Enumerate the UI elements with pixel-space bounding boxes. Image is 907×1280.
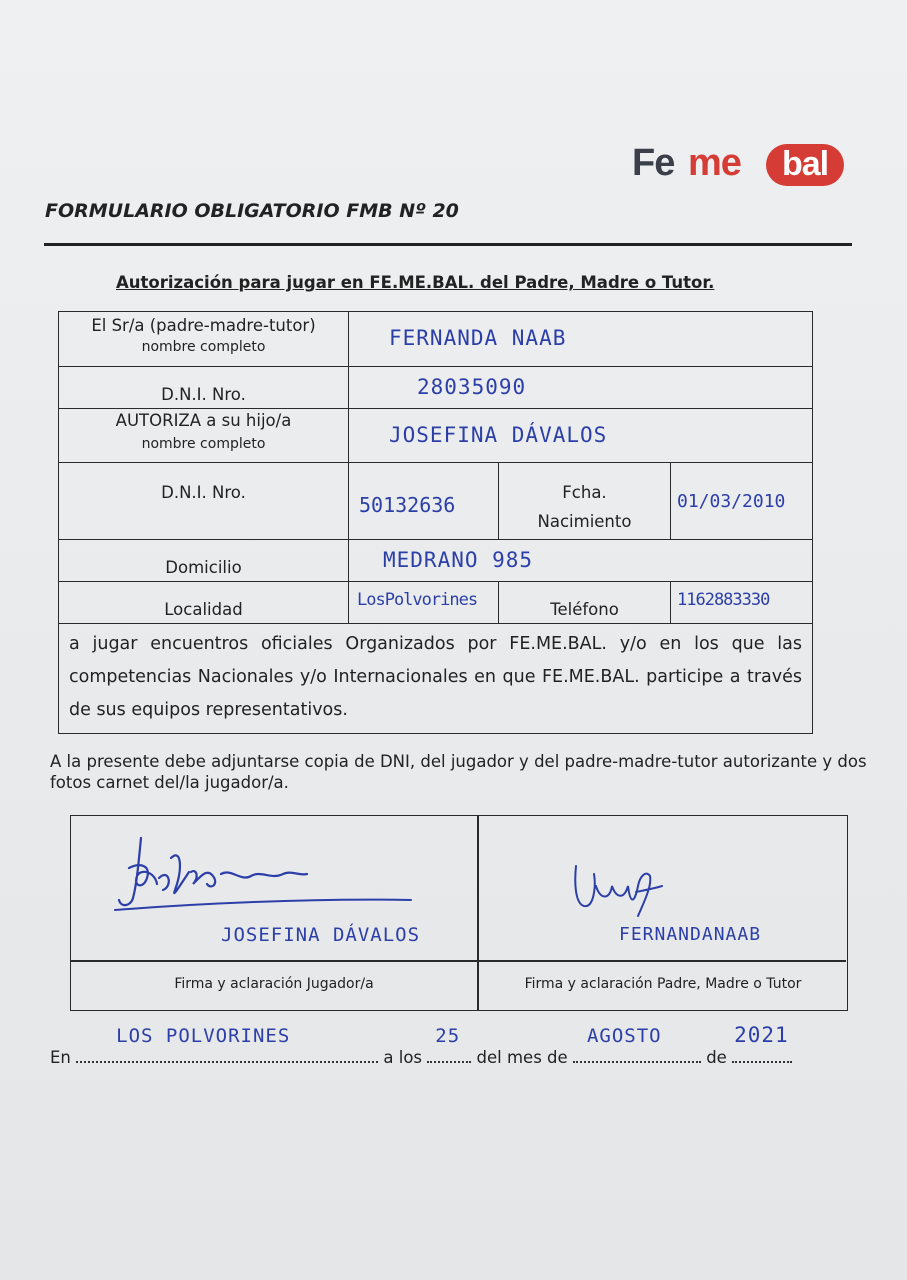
phone-value: 1162883330: [677, 590, 770, 610]
parent-name-cell[interactable]: [349, 312, 813, 367]
parent-signature-image: [566, 856, 686, 926]
table-row: [59, 367, 813, 409]
child-dni-value: 50132636: [359, 493, 456, 517]
dni-label-cell: [59, 367, 349, 409]
table-row: [59, 312, 813, 367]
attachment-note: A la presente debe adjuntarse copia de DNI, del jugador y del padre-madre-tutor autorizante y dos fotos carnet del/la jugador/a.: [50, 752, 867, 792]
parent-signature-caption: Firma y aclaración Padre, Madre o Tutor: [524, 976, 802, 992]
table-row: [59, 624, 813, 734]
phone-value-cell[interactable]: [671, 582, 813, 624]
table-row: [59, 540, 813, 582]
child-name-value: JOSEFINA DÁVALOS: [389, 423, 608, 447]
player-signature-image: [111, 828, 431, 918]
en-label: En: [50, 1048, 71, 1067]
paragraph-cell: [59, 624, 813, 734]
birth-value-cell[interactable]: [671, 463, 813, 540]
phone-label-cell: [499, 582, 671, 624]
parent-sublabel: nombre completo: [141, 339, 266, 355]
signature-table: [70, 815, 848, 1011]
place-field[interactable]: [76, 1025, 378, 1063]
logo-text-me: me: [688, 142, 741, 184]
child-label: AUTORIZA a su hijo/a: [115, 411, 292, 430]
authorization-table: [58, 311, 813, 734]
city-label-cell: [59, 582, 349, 624]
child-label-cell: [59, 409, 349, 463]
city-value: LosPolvorines: [357, 590, 478, 610]
address-label-cell: [59, 540, 349, 582]
date-place-line: [50, 1023, 792, 1067]
city-value-cell[interactable]: [349, 582, 499, 624]
birth-label-line1: Fcha.: [562, 483, 607, 502]
parent-printed-name: FERNANDANAAB: [619, 924, 762, 945]
year-field[interactable]: [732, 1023, 792, 1063]
logo-text-fe: Fe: [632, 142, 675, 184]
birth-label-line2: Nacimiento: [537, 512, 632, 531]
child-dni-label-cell: [59, 463, 349, 540]
authorization-paragraph: a jugar encuentros oficiales Organizados por FE.ME.BAL. y/o en los que las competencias Nacionales y/o Internacionales en que FE.ME.BAL. participe a través de sus equipos representativos.: [69, 634, 803, 720]
logo-text-bal: bal: [766, 144, 844, 186]
month-field[interactable]: [573, 1025, 701, 1063]
table-row: [59, 582, 813, 624]
player-printed-name: JOSEFINA DÁVALOS: [221, 924, 421, 946]
form-subtitle: Autorización para jugar en FE.ME.BAL. del Padre, Madre o Tutor.: [116, 273, 715, 292]
birth-date-value: 01/03/2010: [677, 491, 786, 512]
child-dni-label: D.N.I. Nro.: [161, 483, 246, 502]
day-field[interactable]: [427, 1025, 471, 1063]
parent-dni-value: 28035090: [417, 375, 527, 399]
parent-label: El Sr/a (padre-madre-tutor): [91, 316, 316, 335]
address-value: MEDRANO 985: [383, 548, 534, 572]
phone-label: Teléfono: [550, 600, 619, 619]
table-row: [59, 409, 813, 463]
day-value: 25: [435, 1025, 461, 1047]
table-row: [59, 463, 813, 540]
year-value: 2021: [734, 1023, 789, 1047]
child-dni-value-cell[interactable]: [349, 463, 499, 540]
address-value-cell[interactable]: [349, 540, 813, 582]
mes-label: del mes de: [476, 1048, 568, 1067]
dni-label: D.N.I. Nro.: [161, 385, 246, 404]
child-name-cell[interactable]: [349, 409, 813, 463]
a-los-label: a los: [383, 1048, 423, 1067]
signature-divider-horizontal: [71, 960, 846, 962]
address-label: Domicilio: [165, 558, 242, 577]
city-label: Localidad: [164, 600, 243, 619]
dni-value-cell[interactable]: [349, 367, 813, 409]
parent-label-cell: [59, 312, 349, 367]
birth-label-cell: [499, 463, 671, 540]
child-sublabel: nombre completo: [141, 436, 266, 452]
de-label: de: [706, 1048, 727, 1067]
parent-name-value: FERNANDA NAAB: [389, 326, 567, 350]
place-value: LOS POLVORINES: [116, 1025, 291, 1047]
form-title: FORMULARIO OBLIGATORIO FMB Nº 20: [45, 200, 459, 222]
month-value: AGOSTO: [586, 1025, 662, 1047]
title-divider: [44, 243, 852, 246]
player-signature-caption: Firma y aclaración Jugador/a: [174, 976, 374, 992]
